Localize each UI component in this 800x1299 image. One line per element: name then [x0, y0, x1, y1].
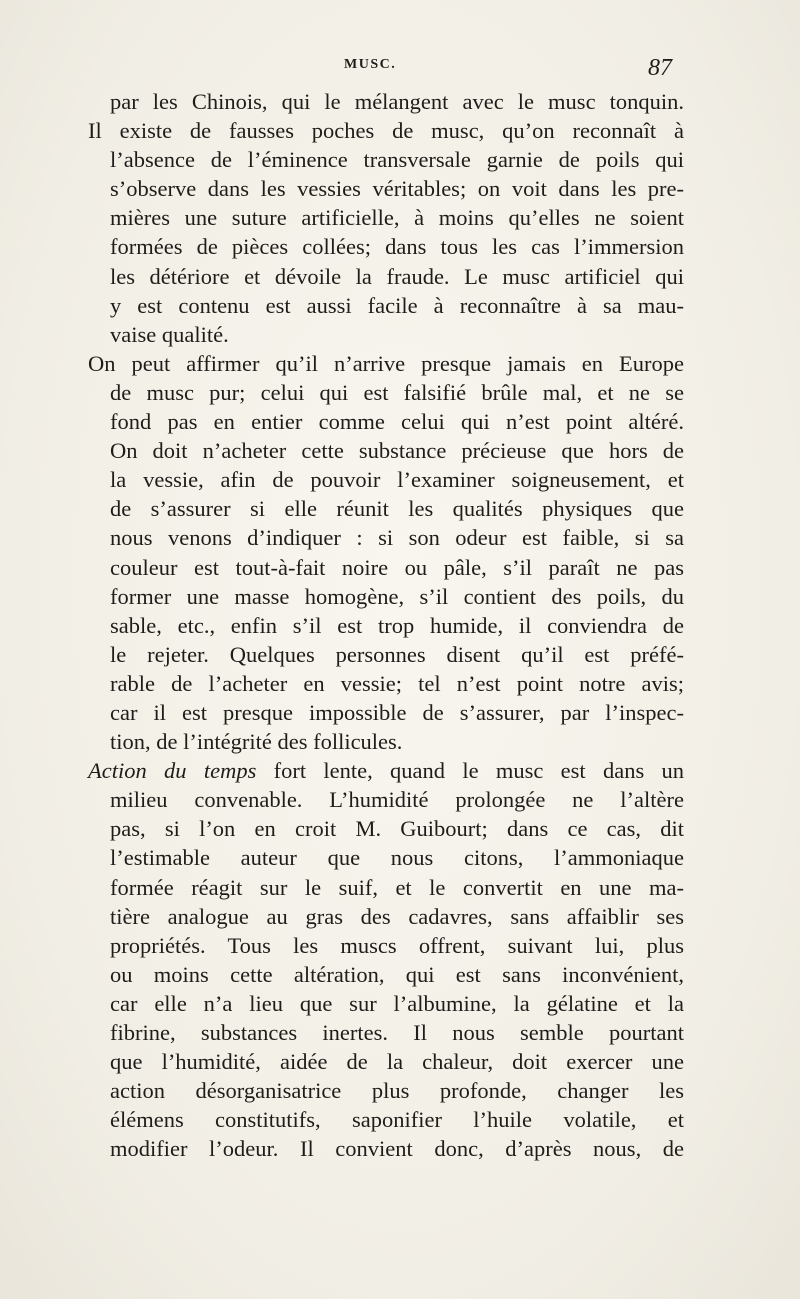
text-line: car il est presque impossible de s’assurer, par l’inspec- [110, 699, 684, 725]
paragraph-start-line [86, 756, 684, 785]
text-line: milieu convenable. L’humidité prolongée ne l’altère [110, 787, 684, 813]
text-line: formées de pièces collées; dans tous les cas l’immersion [110, 234, 684, 260]
text-line: fibrine, substances inertes. Il nous semble pourtant [110, 1020, 684, 1045]
text-line: s’observe dans les vessies véritables; on voit dans les pre- [110, 176, 684, 202]
text-line: les détériore et dévoile la fraude. Le musc artificiel qui [110, 263, 684, 289]
text-line-rest: fort lente, quand le musc est dans un [273, 758, 684, 784]
text-line: l’estimable auteur que nous citons, l’ammoniaque [110, 845, 684, 871]
text-line: car elle n’a lieu que sur l’albumine, la gélatine et la [110, 990, 684, 1016]
running-head: MUSC. [344, 57, 397, 72]
text-line: tière analogue au gras des cadavres, sans affaiblir ses [110, 903, 684, 929]
text-line: élémens constitutifs, saponifier l’huile volatile, et [110, 1107, 684, 1133]
body-text [86, 87, 684, 1163]
text-line: la vessie, afin de pouvoir l’examiner soigneusement, et [110, 467, 684, 493]
text-line: ou moins cette altération, qui est sans inconvénient, [110, 961, 684, 987]
text-line: rable de l’acheter en vessie; tel n’est point notre avis; [110, 670, 684, 696]
text-line: que l’humidité, aidée de la chaleur, doit exercer une [110, 1049, 684, 1075]
paragraph-end-line: vaise qualité. [110, 321, 229, 347]
text-line: nous venons d’indiquer : si son odeur est faible, si sa [110, 525, 684, 551]
text-line: propriétés. Tous les muscs offrent, suivant lui, plus [110, 932, 684, 958]
text-line: former une masse homogène, s’il contient des poils, du [110, 583, 684, 609]
page-number: 87 [648, 55, 672, 81]
text-line: y est contenu est aussi facile à reconnaître à sa mau- [110, 292, 684, 318]
text-line: modifier l’odeur. Il convient donc, d’après nous, de [110, 1136, 684, 1162]
text-line: fond pas en entier comme celui qui n’est point altéré. [110, 409, 684, 435]
page-header [0, 55, 800, 85]
text-line: couleur est tout-à-fait noire ou pâle, s’il paraît ne pas [110, 554, 684, 580]
text-line: sable, etc., enfin s’il est trop humide, il conviendra de [110, 612, 684, 638]
text-line: l’absence de l’éminence transversale garnie de poils qui [110, 147, 684, 173]
text-line: par les Chinois, qui le mélangent avec le musc tonquin. [110, 89, 684, 114]
paragraph-start-line: On peut affirmer qu’il n’arrive presque jamais en Europe [88, 350, 684, 376]
text-line: mières une suture artificielle, à moins qu’elles ne soient [110, 205, 684, 231]
text-line: de s’assurer si elle réunit les qualités physiques que [110, 496, 684, 522]
text-line: On doit n’acheter cette substance précieuse que hors de [110, 438, 684, 464]
paragraph-start-line: Il existe de fausses poches de musc, qu’on reconnaît à [88, 118, 684, 144]
text-line: le rejeter. Quelques personnes disent qu’il est préfé- [110, 641, 684, 667]
paragraph-end-line: tion, de l’intégrité des follicules. [110, 729, 403, 755]
italic-lead: Action du temps [88, 758, 257, 784]
text-line: action désorganisatrice plus profonde, changer les [110, 1078, 684, 1104]
text-line: pas, si l’on en croit M. Guibourt; dans ce cas, dit [110, 816, 684, 842]
text-line: de musc pur; celui qui est falsifié brûle mal, et ne se [110, 379, 684, 405]
text-line: formée réagit sur le suif, et le convertit en une ma- [110, 874, 684, 900]
